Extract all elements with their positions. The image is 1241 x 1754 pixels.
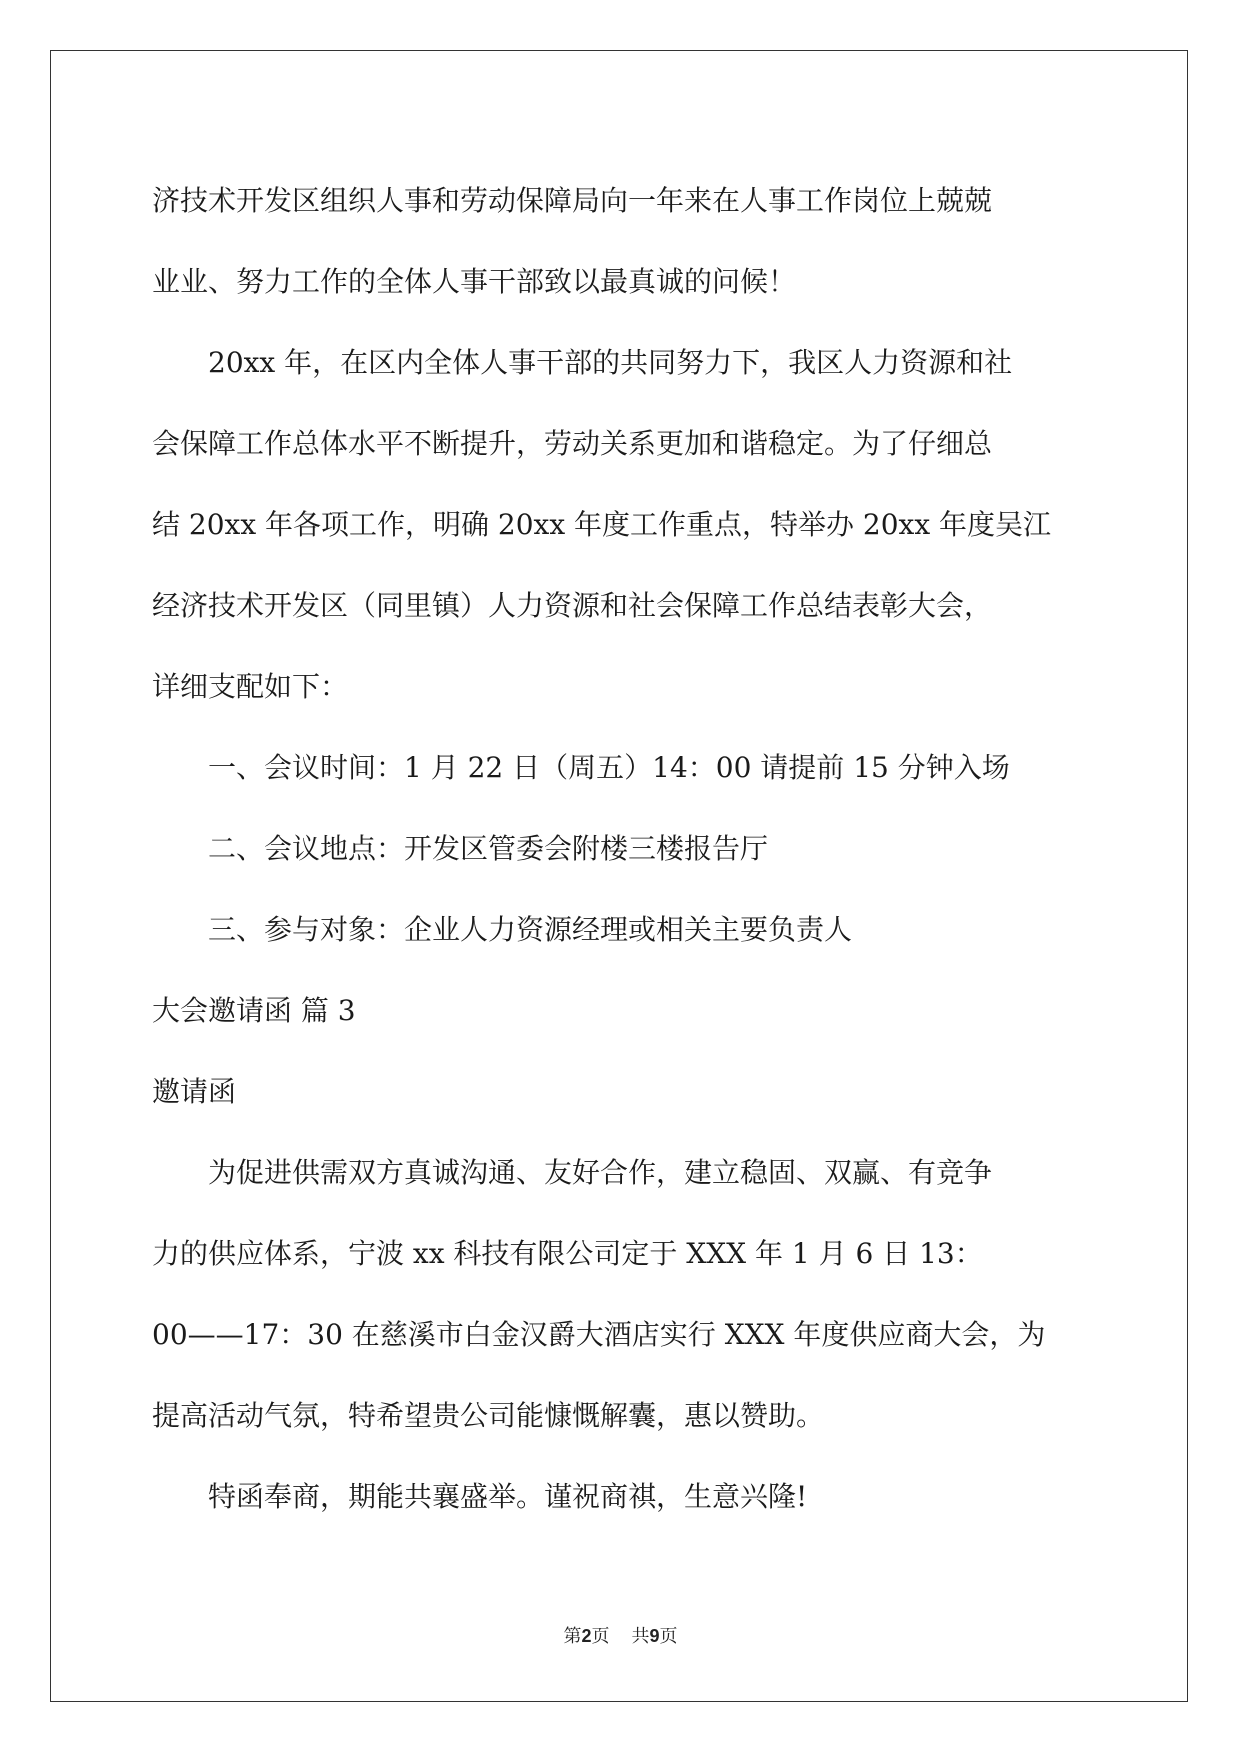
- text-line: 济技术开发区组织人事和劳动保障局向一年来在人事工作岗位上兢兢: [152, 184, 993, 217]
- page-current: 2: [581, 1626, 592, 1646]
- meeting-time: [152, 727, 1092, 808]
- text-line: 业业、努力工作的全体人事干部致以最真诚的问候！: [152, 265, 797, 298]
- text-line: 邀请函: [152, 1075, 237, 1108]
- text-line: 详细支配如下：: [152, 670, 349, 703]
- text-line: 结 20xx 年各项工作，明确 20xx 年度工作重点，特举办 20xx 年度吴江: [152, 508, 1052, 541]
- total-prefix: 共: [631, 1626, 650, 1647]
- paragraph-1: [152, 160, 1092, 322]
- text-line: 会保障工作总体水平不断提升，劳动关系更加和谐稳定。为了仔细总: [152, 427, 993, 460]
- total-unit: 页: [659, 1626, 678, 1647]
- invitation-body: [152, 1132, 1092, 1456]
- paragraph-2: [152, 322, 1092, 727]
- document-body: [152, 160, 1092, 1537]
- text-line: 00——17：30 在慈溪市白金汉爵大酒店实行 XXX 年度供应商大会，为: [152, 1318, 1046, 1351]
- text-line: 提高活动气氛，特希望贵公司能慷慨解囊，惠以赞助。: [152, 1399, 825, 1432]
- page-unit: 页: [591, 1626, 610, 1647]
- invitation-closing: [152, 1456, 1092, 1537]
- text-line: 经济技术开发区（同里镇）人力资源和社会保障工作总结表彰大会，: [152, 589, 993, 622]
- text-line: 力的供应体系，宁波 xx 科技有限公司定于 XXX 年 1 月 6 日 13：: [152, 1237, 983, 1270]
- meeting-location: [152, 808, 1092, 889]
- page-footer: [0, 1622, 1241, 1648]
- meeting-attendees: [152, 889, 1092, 970]
- text-line: 二、会议地点：开发区管委会附楼三楼报告厅: [152, 832, 769, 865]
- section-heading: [152, 970, 1092, 1051]
- text-line: 三、参与对象：企业人力资源经理或相关主要负责人: [152, 913, 853, 946]
- text-line: 为促进供需双方真诚沟通、友好合作，建立稳固、双赢、有竞争: [152, 1156, 993, 1189]
- text-line: 特函奉商，期能共襄盛举。谨祝商祺，生意兴隆!: [152, 1480, 808, 1513]
- page-prefix: 第: [563, 1626, 582, 1647]
- text-line: 大会邀请函 篇 3: [152, 994, 356, 1027]
- page-total: 9: [649, 1626, 660, 1646]
- text-line: 一、会议时间：1 月 22 日（周五）14：00 请提前 15 分钟入场: [152, 751, 1010, 784]
- invitation-title: [152, 1051, 1092, 1132]
- text-line: 20xx 年，在区内全体人事干部的共同努力下，我区人力资源和社: [152, 346, 1013, 379]
